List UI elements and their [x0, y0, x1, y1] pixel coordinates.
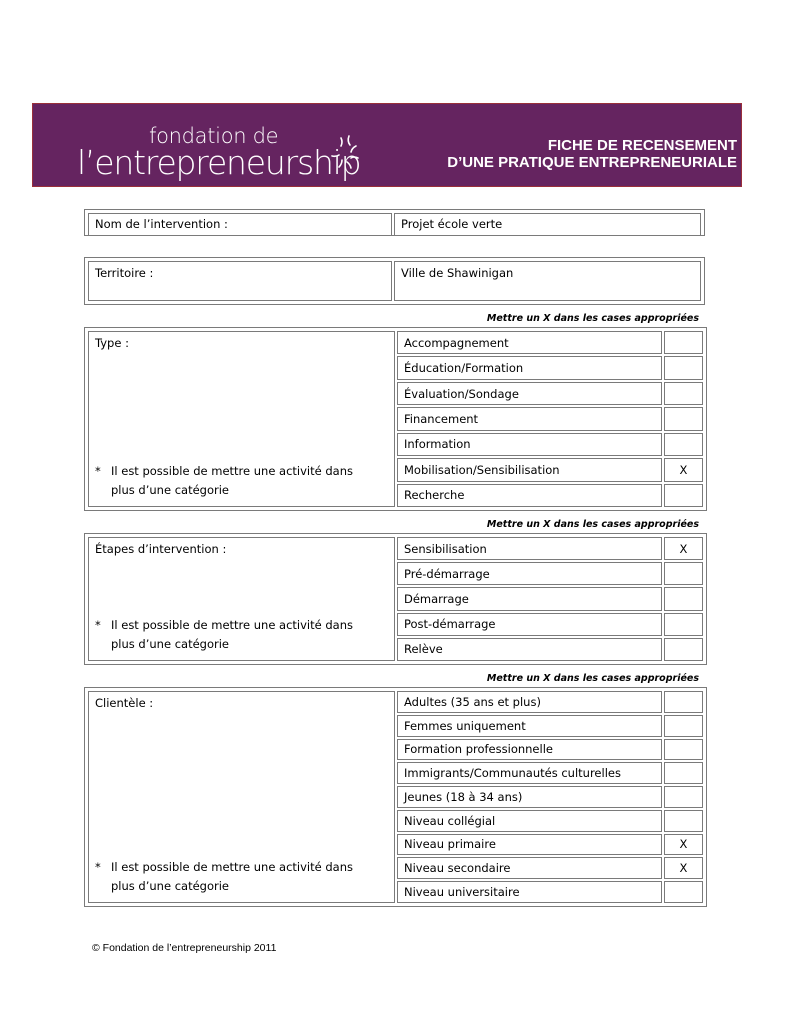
- option-label: Post-démarrage: [397, 613, 662, 636]
- option-label: Éducation/Formation: [397, 356, 662, 379]
- note-asterisk: *: [95, 860, 101, 874]
- intervention-table: [84, 209, 705, 236]
- option-label: Recherche: [397, 484, 662, 507]
- type-table: [84, 327, 707, 511]
- option-label: Niveau universitaire: [397, 881, 662, 903]
- note-text: Il est possible de mettre une activité dans plus d’une catégorie: [111, 860, 353, 893]
- territoire-value[interactable]: Ville de Shawinigan: [394, 261, 701, 301]
- logo-line1: fondation de: [149, 124, 279, 148]
- option-row: [88, 691, 703, 713]
- option-label: Femmes uniquement: [397, 715, 662, 737]
- option-label: Immigrants/Communautés culturelles: [397, 762, 662, 784]
- option-row: [88, 537, 703, 560]
- instruction-clientele: Mettre un X dans les cases appropriées: [486, 673, 699, 684]
- intervention-label: Nom de l’intervention :: [88, 213, 392, 236]
- option-label: Relève: [397, 638, 662, 661]
- instruction-etapes: Mettre un X dans les cases appropriées: [486, 519, 699, 530]
- option-label: Accompagnement: [397, 331, 662, 354]
- option-checkbox[interactable]: [664, 562, 703, 585]
- option-checkbox[interactable]: X: [664, 537, 703, 560]
- option-checkbox[interactable]: [664, 691, 703, 713]
- option-checkbox[interactable]: X: [664, 857, 703, 879]
- option-label: Niveau collégial: [397, 810, 662, 832]
- logo-line2: l’entrepreneurship: [77, 143, 361, 182]
- option-label: Démarrage: [397, 587, 662, 610]
- section-label-cell: [88, 691, 395, 903]
- option-label: Information: [397, 433, 662, 456]
- option-checkbox[interactable]: [664, 587, 703, 610]
- option-label: Pré-démarrage: [397, 562, 662, 585]
- copyright-footer: © Fondation de l’entrepreneurship 2011: [92, 942, 277, 954]
- option-checkbox[interactable]: [664, 810, 703, 832]
- multi-category-note: [95, 858, 375, 896]
- note-text: Il est possible de mettre une activité dans plus d’une catégorie: [111, 464, 353, 497]
- option-label: Mobilisation/Sensibilisation: [397, 458, 662, 481]
- option-checkbox[interactable]: X: [664, 458, 703, 481]
- option-row: [88, 331, 703, 354]
- option-checkbox[interactable]: X: [664, 834, 703, 856]
- instruction-type: Mettre un X dans les cases appropriées: [486, 313, 699, 324]
- option-checkbox[interactable]: [664, 786, 703, 808]
- intervention-value[interactable]: Projet école verte: [394, 213, 701, 236]
- note-text: Il est possible de mettre une activité dans plus d’une catégorie: [111, 618, 353, 651]
- starburst-icon: [329, 132, 363, 176]
- option-label: Jeunes (18 à 34 ans): [397, 786, 662, 808]
- option-label: Niveau primaire: [397, 834, 662, 856]
- option-checkbox[interactable]: [664, 613, 703, 636]
- etapes-table: [84, 533, 707, 665]
- form-title-line1: FICHE DE RECENSEMENT: [547, 137, 737, 154]
- territoire-table: [84, 257, 705, 305]
- option-label: Financement: [397, 407, 662, 430]
- note-asterisk: *: [95, 464, 101, 478]
- section-label-cell: [88, 537, 395, 661]
- option-label: Adultes (35 ans et plus): [397, 691, 662, 713]
- option-label: Sensibilisation: [397, 537, 662, 560]
- option-checkbox[interactable]: [664, 433, 703, 456]
- note-asterisk: *: [95, 618, 101, 632]
- form-title-line2: D’UNE PRATIQUE ENTREPRENEURIALE: [447, 154, 737, 171]
- option-checkbox[interactable]: [664, 382, 703, 405]
- territoire-label: Territoire :: [88, 261, 392, 301]
- option-label: Niveau secondaire: [397, 857, 662, 879]
- option-checkbox[interactable]: [664, 715, 703, 737]
- multi-category-note: [95, 616, 375, 654]
- section-label: Type :: [95, 336, 129, 350]
- option-checkbox[interactable]: [664, 638, 703, 661]
- option-checkbox[interactable]: [664, 739, 703, 761]
- option-checkbox[interactable]: [664, 331, 703, 354]
- section-label: Clientèle :: [95, 696, 154, 710]
- multi-category-note: [95, 462, 375, 500]
- header-banner: [32, 103, 742, 187]
- option-checkbox[interactable]: [664, 484, 703, 507]
- section-label-cell: [88, 331, 395, 507]
- form-title: [447, 137, 737, 171]
- option-checkbox[interactable]: [664, 881, 703, 903]
- section-label: Étapes d’intervention :: [95, 542, 227, 556]
- clientele-table: [84, 687, 707, 907]
- option-label: Formation professionnelle: [397, 739, 662, 761]
- option-checkbox[interactable]: [664, 356, 703, 379]
- option-checkbox[interactable]: [664, 407, 703, 430]
- option-checkbox[interactable]: [664, 762, 703, 784]
- option-label: Évaluation/Sondage: [397, 382, 662, 405]
